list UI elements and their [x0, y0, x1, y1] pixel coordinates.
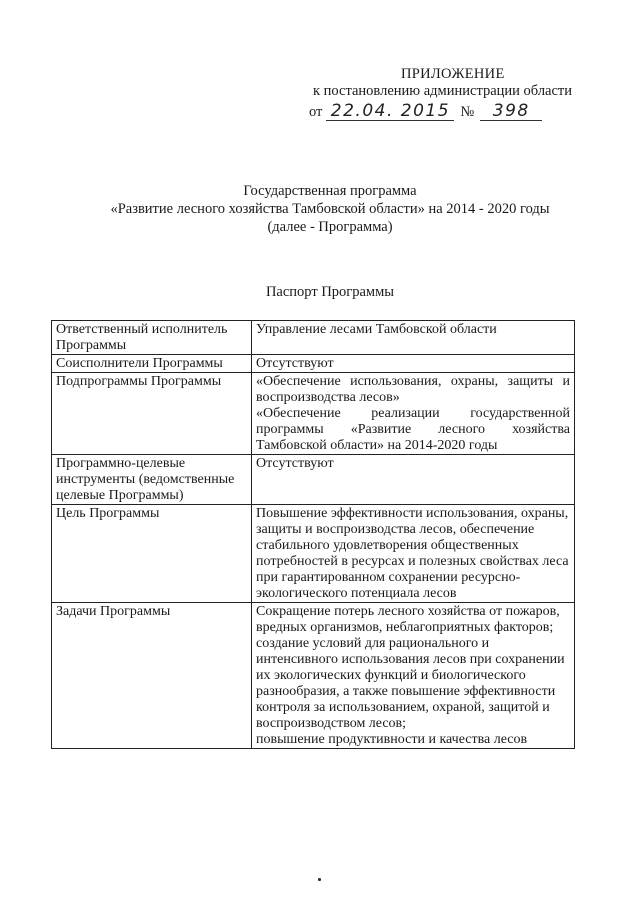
table-row: [52, 505, 575, 603]
handwritten-number: 398: [480, 102, 542, 121]
scan-speck: [318, 878, 321, 881]
row-value: [252, 603, 575, 749]
number-sign: №: [460, 104, 475, 120]
row-label: Ответственный исполнитель Программы: [52, 321, 252, 355]
approval-date-line: [309, 102, 609, 121]
program-title-line3: (далее - Программа): [267, 219, 393, 235]
program-title: [40, 182, 620, 236]
row-value-line: «Обеспечение использования, охраны, защиты и воспроизводства лесов»: [256, 374, 570, 405]
table-row: [52, 603, 575, 749]
row-value: [252, 355, 575, 373]
row-label: Программно-целевые инструменты (ведомственные целевые Программы): [52, 455, 252, 505]
table-row: [52, 355, 575, 373]
row-label: Подпрограммы Программы: [52, 373, 252, 455]
row-value-line: Отсутствуют: [256, 456, 334, 471]
table-row: [52, 321, 575, 355]
handwritten-date: 22.04. 2015: [326, 102, 454, 121]
row-value: [252, 373, 575, 455]
row-value-line: создание условий для рационального и интенсивного использования лесов при сохранении их экологических функций и биологического разнообразия, а также повышение эффективности контроля за использованием, охраной, защитой и воспроизводством лесов;: [256, 636, 565, 731]
passport-table: [51, 320, 575, 749]
program-title-line2: «Развитие лесного хозяйства Тамбовской области» на 2014 - 2020 годы: [110, 201, 550, 217]
approval-block: [309, 66, 609, 121]
approval-subtitle: к постановлению администрации области: [313, 83, 573, 99]
passport-title: Паспорт Программы: [265, 284, 395, 300]
row-label: Соисполнители Программы: [52, 355, 252, 373]
row-value-line: «Обеспечение реализации государственной программы «Развитие лесного хозяйства Тамбовской области» на 2014-2020 годы: [256, 406, 570, 453]
row-value-line: Управление лесами Тамбовской области: [256, 322, 497, 337]
row-value: [252, 455, 575, 505]
row-value: [252, 321, 575, 355]
table-row: [52, 455, 575, 505]
row-value: [252, 505, 575, 603]
row-value-line: повышение продуктивности и качества лесов: [256, 732, 528, 747]
from-label: от: [309, 104, 323, 120]
row-value-line: Повышение эффективности использования, охраны, защиты и воспроизводства лесов, обеспечение стабильного удовлетворения общественных потребностей в ресурсах и полезных свойствах леса при гарантированном сохранении ресурсно-экологического потенциала лесов: [256, 506, 569, 601]
row-value-line: Отсутствуют: [256, 356, 334, 371]
program-title-line1: Государственная программа: [243, 183, 417, 199]
table-row: [52, 373, 575, 455]
row-label: Цель Программы: [52, 505, 252, 603]
row-label: Задачи Программы: [52, 603, 252, 749]
approval-title: ПРИЛОЖЕНИЕ: [401, 66, 505, 82]
row-value-line: Сокращение потерь лесного хозяйства от пожаров, вредных организмов, неблагоприятных факторов;: [256, 604, 560, 635]
